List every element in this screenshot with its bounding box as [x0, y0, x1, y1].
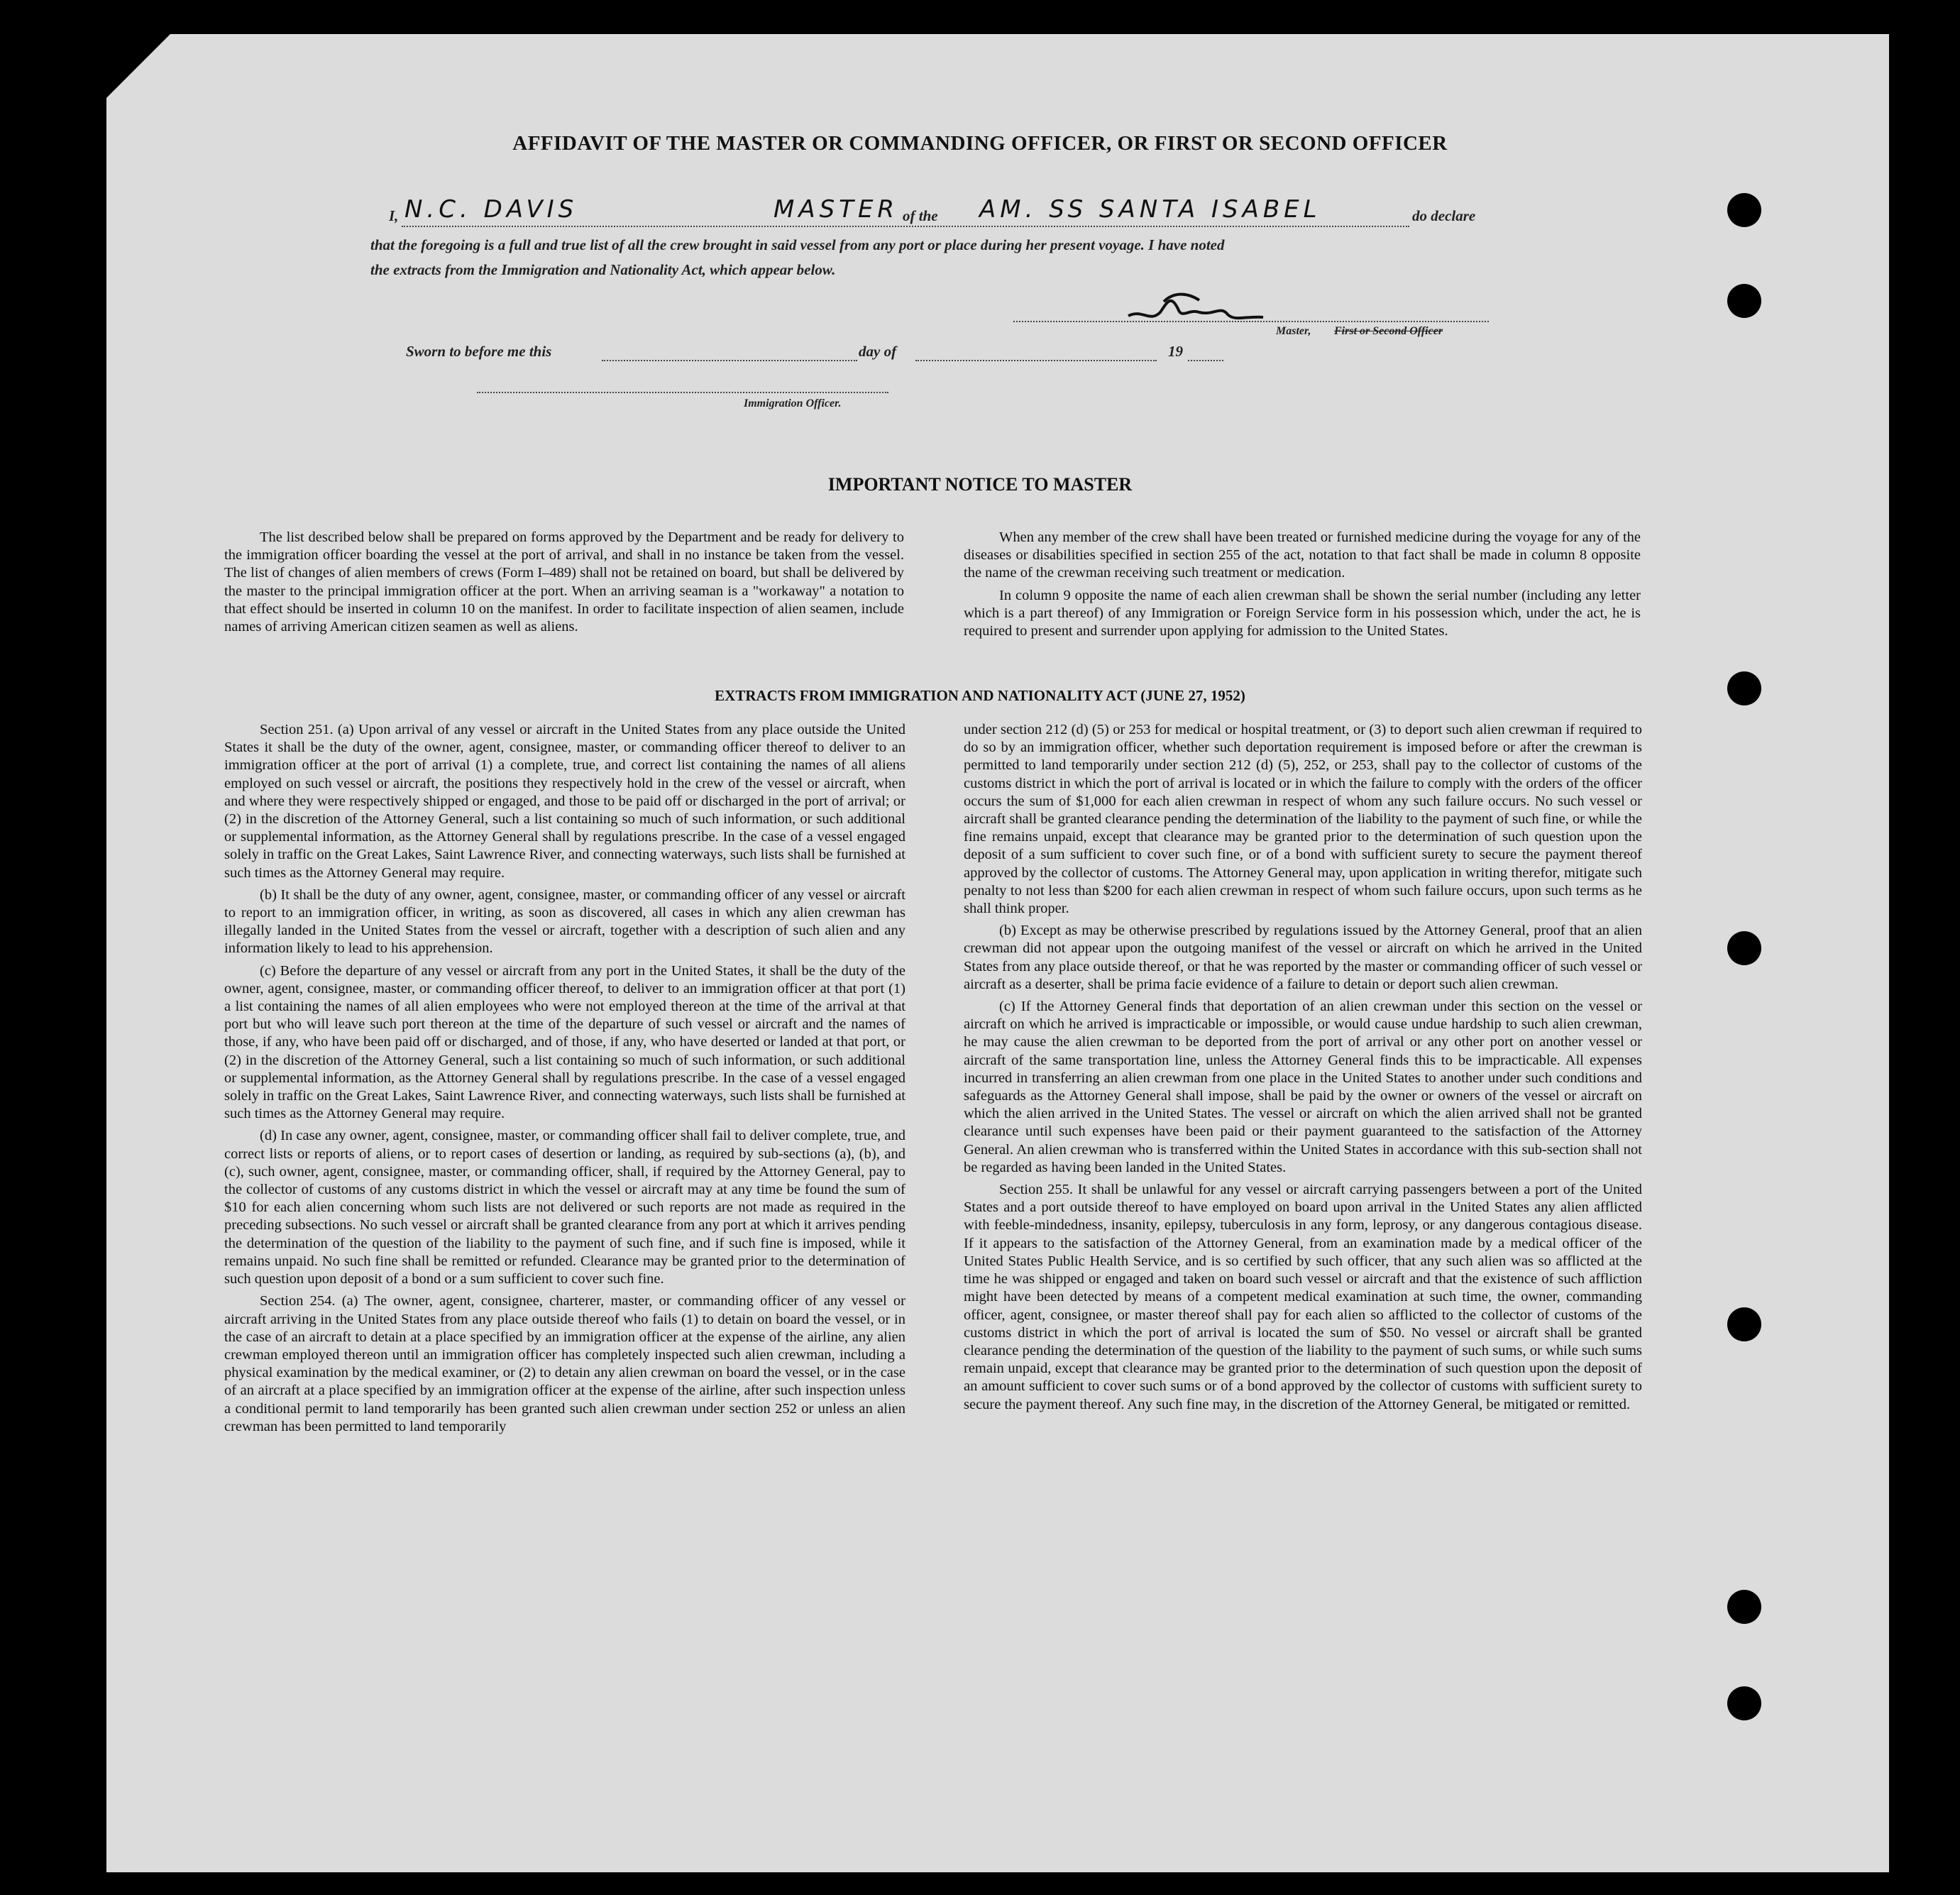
section-251c: (c) Before the departure of any vessel or aircraft from any port in the United States, it shall be the duty of the owner, agent, consignee, master, or commanding officer thereof, to deliver to an immigration officer at that port (1) a list containing the names of all alien employees who were not employed thereon at the time of the arrival at that port but who will leave such port thereon at the time of the departure of such vessel or aircraft and the names of those, if any, who have been paid off or discharged, and of those, if any, who have deserted or landed at that port, or (2) in the discretion of the Attorney General, such a list containing so much of such information, or such additional or supplemental information, as the Attorney General shall by regulations prescribe. In the case of a vessel engaged solely in traffic on the Great Lakes, Saint Lawrence River, and connecting waterways, such lists shall be furnished at such times as the Attorney General may require.	[224, 962, 905, 1122]
struck-officer-label: First or Second Officer	[1334, 325, 1443, 337]
master-rank: MASTER	[773, 195, 899, 224]
master-name: N.C. DAVIS	[404, 195, 578, 224]
signature-line	[1013, 321, 1489, 322]
master-label: Master,	[1276, 325, 1311, 337]
notice-left-paragraph: The list described below shall be prepared on forms approved by the Department and be ready for delivery to the immigration officer boarding the vessel at the port of arrival, and shall in no instance be taken from the vessel. The list of changes of alien members of crews (Form I–489) shall not be retained on board, but shall be delivered by the master to the principal immigration officer at the port. When an arriving seaman is a "workaway" a notation to that effect should be inserted in column 10 on the manifest. In order to facilitate inspection of alien seamen, include names of arriving American citizen seamen as well as aliens.	[224, 529, 904, 635]
notice-right-column	[964, 529, 1641, 644]
punch-hole	[1727, 284, 1761, 318]
sworn-year-line	[1188, 360, 1223, 361]
name-line	[402, 226, 1409, 227]
day-of-label: day of	[859, 343, 897, 360]
section-254a-continued: under section 212 (d) (5) or 253 for medical or hospital treatment, or (3) to deport such alien crewman if required to do so by an immigration officer, whether such deportation requirement is imposed before or after the crewman is permitted to land temporarily under section 212 (d) (5), 252, or 253, shall pay to the collector of customs of the customs district in which the port of arrival is located or in which the failure to comply with the orders of the officer occurs the sum of $1,000 for each alien crewman in respect of whom any such failure occurs. No such vessel or aircraft shall be granted clearance pending the determination of the liability to the payment of such fine, or while the fine remains unpaid, except that clearance may be granted prior to the determination of such question upon the deposit of a sum sufficient to cover such fine, or of a bond with sufficient surety to secure the payment thereof approved by the collector of customs. The Attorney General may, upon application in writing therefor, mitigate such penalty to not less than $200 for each alien crewman in respect of whom such failure occurs, upon such terms as he shall think proper.	[964, 722, 1642, 917]
section-254c: (c) If the Attorney General finds that deportation of an alien crewman under this section on the vessel or aircraft on which he arrived is impracticable or impossible, or would cause undue hardship to such alien crewman, he may cause the alien crewman to be deported from the port of arrival or any other port on another vessel or aircraft of the same transportation line, unless the Attorney General finds this to be impracticable. All expenses incurred in transferring an alien crewman from one place in the United States to another under such conditions and safeguards as the Attorney General shall impose, shall be paid by the owner or owners of the vessel or aircraft on which the alien arrived in the United States. The vessel or aircraft on which the alien arrived shall not be granted clearance until such expenses have been paid or their payment guaranteed to the satisfaction of the Attorney General. An alien crewman who is transferred within the United States in accordance with this sub-section shall not be regarded as having been landed in the United States.	[964, 999, 1642, 1175]
sworn-month-line	[915, 360, 1157, 361]
immigration-officer-label: Immigration Officer.	[744, 397, 842, 410]
punch-hole	[1727, 1307, 1761, 1341]
notice-left-column	[224, 529, 904, 640]
i-label: I,	[389, 207, 399, 224]
sworn-day-line	[602, 360, 857, 361]
notice-right-paragraph-1: When any member of the crew shall have been treated or furnished medicine during the voyage for any of the diseases or disabilities specified in section 255 of the act, notation to that fact shall be made in column 8 opposite the name of the crewman receiving such treatment or medication.	[964, 529, 1641, 581]
section-251b: (b) It shall be the duty of any owner, agent, consignee, master, or commanding officer of any vessel or aircraft to report to an immigration officer, in writing, as soon as discovered, all cases in which any alien crewman has illegally landed in the United States from the vessel or aircraft, together with a description of such alien and any information likely to lead to his apprehension.	[224, 886, 905, 957]
section-251a: Section 251. (a) Upon arrival of any vessel or aircraft in the United States from any place outside the United States it shall be the duty of the owner, agent, consignee, master, or commanding officer thereof to deliver to an immigration officer at the port of arrival (1) a complete, true, and correct list containing the names of all aliens employed on such vessel or aircraft, the positions they respectively hold in the crew of the vessel or aircraft, when and where they were respectively shipped or engaged, and those to be paid off or discharged in the port of arrival; or (2) in the discretion of the Attorney General, such a list containing so much of such information, or such additional or supplemental information, as the Attorney General shall by regulations prescribe. In the case of a vessel engaged solely in traffic on the Great Lakes, Saint Lawrence River, and connecting waterways, such lists shall be furnished at such times as the Attorney General may require.	[224, 722, 905, 881]
section-254b: (b) Except as may be otherwise prescribed by regulations issued by the Attorney General, proof that an alien crewman did not appear upon the outgoing manifest of the vessel or aircraft on which he arrived in the United States from any place outside thereof, or that he was reported by the master or commanding officer of such vessel or aircraft as a deserter, shall be prima facie evidence of a failure to detain or deport such alien crewman.	[964, 923, 1642, 992]
do-declare-label: do declare	[1412, 207, 1476, 224]
notice-title: IMPORTANT NOTICE TO MASTER	[827, 474, 1133, 495]
officer-signature-line	[477, 392, 888, 393]
section-254a: Section 254. (a) The owner, agent, consignee, charterer, master, or commanding officer of any vessel or aircraft arriving in the United States from any place outside thereof who fails (1) to detain on board the vessel, or in the case of an aircraft to detain at a place specified by an immigration officer at the expense of the airline, any alien crewman employed thereon until an immigration officer has completely inspected such alien crewman, including a physical examination by the medical examiner, or (2) to detain any alien crewman on board the vessel, or in the case of an aircraft at a place specified by an immigration officer at the expense of the airline, after such inspection unless a conditional permit to land temporarily has been granted such alien crewman under section 252 or unless an alien crewman has been permitted to land temporarily	[224, 1293, 905, 1434]
of-the-label: of the	[903, 207, 938, 224]
section-255: Section 255. It shall be unlawful for any vessel or aircraft carrying passengers between a port of the United States and a port outside thereof to have employed on board upon arrival in the United States any alien afflicted with feeble-mindedness, insanity, epilepsy, tuberculosis in any form, leprosy, or any dangerous contagious disease. If it appears to the satisfaction of the Attorney General, from an examination made by a medical officer of the United States Public Health Service, and is so certified by such officer, that any such alien was so afflicted at the time he was shipped or engaged and taken on board such vessel or aircraft and that the existence of such affliction might have been detected by means of a competent medical examination at such time, the owner, commanding officer, agent, consignee, or master thereof shall pay for each alien so afflicted to the collector of customs of the customs district in which the port of arrival is located the sum of $50. No vessel or aircraft shall be granted clearance pending the determination of the question of the liability to the payment of such sums, or while such sums remain unpaid, except that clearance may be granted prior to the determination of such question upon the deposit of an amount sufficient to cover such sums or of a bond approved by the collector of customs with sufficient surety to secure the payment thereof. Any such fine may, in the discretion of the Attorney General, be mitigated or remitted.	[964, 1182, 1642, 1412]
master-signature	[1121, 287, 1277, 330]
punch-hole	[1727, 1686, 1761, 1720]
punch-hole	[1727, 931, 1761, 965]
declaration-line-2: that the foregoing is a full and true list of all the crew brought in said vessel from any port or place during her present voyage. I have noted	[370, 236, 1225, 253]
declaration-line-3: the extracts from the Immigration and Nationality Act, which appear below.	[370, 261, 836, 278]
punch-hole	[1727, 1590, 1761, 1624]
year-label: 19	[1168, 343, 1183, 360]
extracts-right-column	[964, 721, 1642, 1418]
extracts-left-column	[224, 721, 905, 1440]
vessel-name: AM. SS SANTA ISABEL	[979, 195, 1321, 224]
extracts-title: EXTRACTS FROM IMMIGRATION AND NATIONALITY ACT (JUNE 27, 1952)	[715, 687, 1245, 704]
section-251d: (d) In case any owner, agent, consignee, master, or commanding officer shall fail to deliver complete, true, and correct lists or reports of aliens, or to report cases of desertion or landing, as required by sub-sections (a), (b), and (c), such owner, agent, consignee, master, or commanding officer, shall, if required by the Attorney General, pay to the collector of customs of any customs district in which the vessel or aircraft may at any time be found the sum of $10 for each alien concerning whom such lists are not delivered or such reports are not made as required in the preceding subsections. No such vessel or aircraft shall be granted clearance from any port at which it arrives pending the determination of the question of the liability to the payment of such fine, and if such fine is imposed, while it remains unpaid. No such fine shall be remitted or refunded. Clearance may be granted prior to the determination of such question upon deposit of a bond or a sum sufficient to cover such fine.	[224, 1128, 905, 1287]
affidavit-title: AFFIDAVIT OF THE MASTER OR COMMANDING OFFICER, OR FIRST OR SECOND OFFICER	[512, 132, 1448, 155]
punch-hole	[1727, 193, 1761, 227]
notice-right-paragraph-2: In column 9 opposite the name of each alien crewman shall be shown the serial number (including any letter which is a part thereof) of any Immigration or Foreign Service form in his possession which, under the act, he is required to present and surrender upon applying for admission to the United States.	[964, 587, 1641, 639]
sworn-label: Sworn to before me this	[406, 343, 552, 360]
